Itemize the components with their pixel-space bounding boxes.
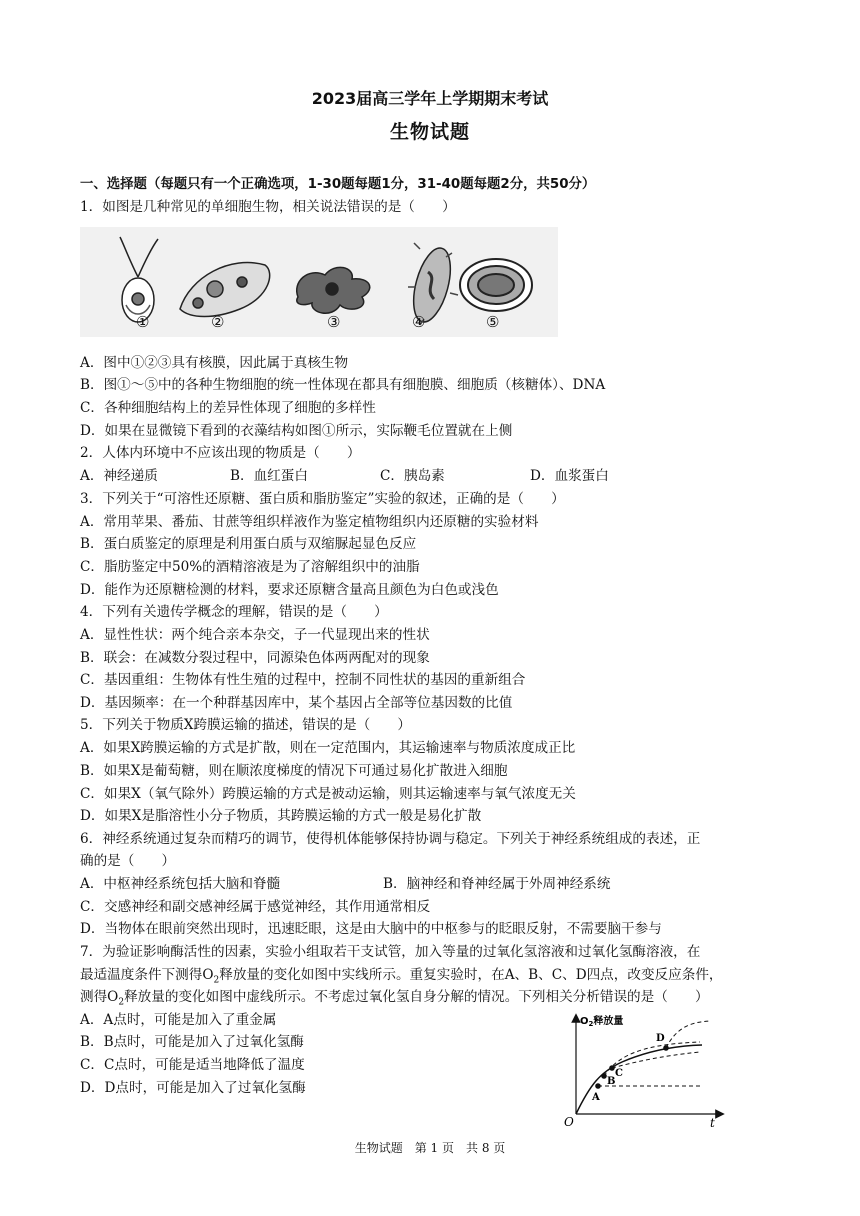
q5-option-a: A．如果X跨膜运输的方式是扩散，则在一定范围内，其运输速率与物质浓度成正比 [80,740,576,756]
q1-option-b: B．图①～⑤中的各种生物细胞的统一性体现在都具有细胞膜、细胞质（核糖体）、DNA [80,377,606,393]
figure-label-2: ② [211,313,225,331]
q1-option-a: A．图中①②③具有核膜，因此属于真核生物 [80,355,349,371]
q4-option-b: B．联会：在减数分裂过程中，同源染色体两两配对的现象 [80,650,430,666]
q2-option-d: D．血浆蛋白 [530,468,609,484]
origin-label: O [564,1115,574,1129]
q7-option-a: A．A点时，可能是加入了重金属 [80,1012,277,1028]
q3-stem: 3．下列关于“可溶性还原糖、蛋白质和脂肪鉴定”实验的叙述，正确的是（ ） [80,491,565,507]
q4-stem: 4．下列有关遗传学概念的理解，错误的是（ ） [80,604,388,620]
q6-stem-line2: 确的是（ ） [80,853,176,869]
q7-stem-line2: 最适温度条件下测得$O_2$释放量的变化如图中实线所示。重复实验时，在A、B、C、D四点，改变反应条件， [80,967,723,986]
q5-option-b: B．如果X是葡萄糖，则在顺浓度梯度的情况下可通过易化扩散进入细胞 [80,763,508,779]
q2-option-c: C．胰岛素 [380,468,445,484]
q4-option-c: C．基因重组：生物体有性生殖的过程中，控制不同性状的基因的重新组合 [80,672,526,688]
single-cell-organisms-figure [80,227,558,337]
cyanobacterium-drawing [460,259,532,311]
exam-title: 2023届高三学年上学期期末考试 [311,89,549,108]
q5-option-c: C．如果X（氧气除外）跨膜运输的方式是被动运输，则其运输速率与氧气浓度无关 [80,786,576,802]
q4-option-a: A．显性性状：两个纯合亲本杂交，子一代显现出来的性状 [80,627,430,643]
point-d-label: D [656,1033,665,1044]
q3-option-c: C．脂肪鉴定中50%的酒精溶液是为了溶解组织中的油脂 [80,559,420,575]
x-axis-label: t [710,1116,715,1130]
q3-option-d: D．能作为还原糖检测的材料，要求还原糖含量高且颜色为白色或浅色 [80,582,499,598]
solid-curve [576,1045,702,1114]
q6-option-d: D．当物体在眼前突然出现时，迅速眨眼，这是由大脑中的中枢参与的眨眼反射，不需要脑干参与 [80,921,662,937]
q6-option-b: B．脑神经和脊神经属于外周神经系统 [383,876,611,892]
point-b-dot [601,1073,607,1079]
q3-option-b: B．蛋白质鉴定的原理是利用蛋白质与双缩脲起显色反应 [80,536,417,552]
point-d-dot [663,1045,669,1051]
chlamydomonas-drawing [120,237,158,322]
figure-label-5: ⑤ [486,313,500,331]
section-heading: 一、选择题（每题只有一个正确选项，1-30题每题1分，31-40题每题2分，共50分） [80,177,596,192]
q1-option-c: C．各种细胞结构上的差异性体现了细胞的多样性 [80,400,376,416]
q6-option-c: C．交感神经和副交感神经属于感觉神经，其作用通常相反 [80,899,431,915]
o2-release-graph [560,1010,730,1130]
point-c-dot [609,1065,615,1071]
q5-stem: 5．下列关于物质X跨膜运输的描述，错误的是（ ） [80,717,411,733]
q1-stem: 1．如图是几种常见的单细胞生物，相关说法错误的是（ ） [80,199,456,215]
o2-release-graph-svg [560,1010,730,1130]
q7-option-d: D．D点时，可能是加入了过氧化氢酶 [80,1080,306,1096]
amoeba-drawing [297,267,370,313]
point-c-label: C [615,1068,623,1079]
q2-option-b: B．血红蛋白 [230,468,308,484]
figure-label-3: ③ [327,313,341,331]
q7-stem-line3: 测得$O_2$释放量的变化如图中虚线所示。不考虑过氧化氢自身分解的情况。下列相关分析错误的是（ ） [80,989,709,1008]
figure-label-1: ① [136,313,150,331]
paramecium-drawing [180,263,270,317]
q6-option-a: A．中枢神经系统包括大脑和脊髓 [80,876,281,892]
point-b-label: B [607,1076,616,1087]
point-a-label: A [592,1092,600,1103]
subject-title: 生物试题 [389,121,470,143]
q1-option-d: D．如果在显微镜下看到的衣藻结构如图①所示，实际鞭毛位置就在上侧 [80,423,513,439]
q3-option-a: A．常用苹果、番茄、甘蔗等组织样液作为鉴定植物组织内还原糖的实验材料 [80,514,539,530]
q2-stem: 2．人体内环境中不应该出现的物质是（ ） [80,445,361,461]
q7-option-b: B．B点时，可能是加入了过氧化氢酶 [80,1034,304,1050]
q4-option-d: D．基因频率：在一个种群基因库中，某个基因占全部等位基因数的比值 [80,695,513,711]
figure-label-4: ④ [412,313,426,331]
q7-option-c: C．C点时，可能是适当地降低了温度 [80,1057,305,1073]
point-a-dot [595,1083,601,1089]
q7-stem-line1: 7．为验证影响酶活性的因素，实验小组取若干支试管，加入等量的过氧化氢溶液和过氧化氢酶溶液，在 [80,944,701,960]
y-axis-label: $O_2$释放量 [580,1016,624,1028]
q6-stem-line1: 6．神经系统通过复杂而精巧的调节，使得机体能够保持协调与稳定。下列关于神经系统组成的表述，正 [80,831,701,847]
q5-option-d: D．如果X是脂溶性小分子物质，其跨膜运输的方式一般是易化扩散 [80,808,482,824]
q2-option-a: A．神经递质 [80,468,158,484]
page-footer: 生物试题 第 1 页 共 8 页 [354,1141,506,1155]
